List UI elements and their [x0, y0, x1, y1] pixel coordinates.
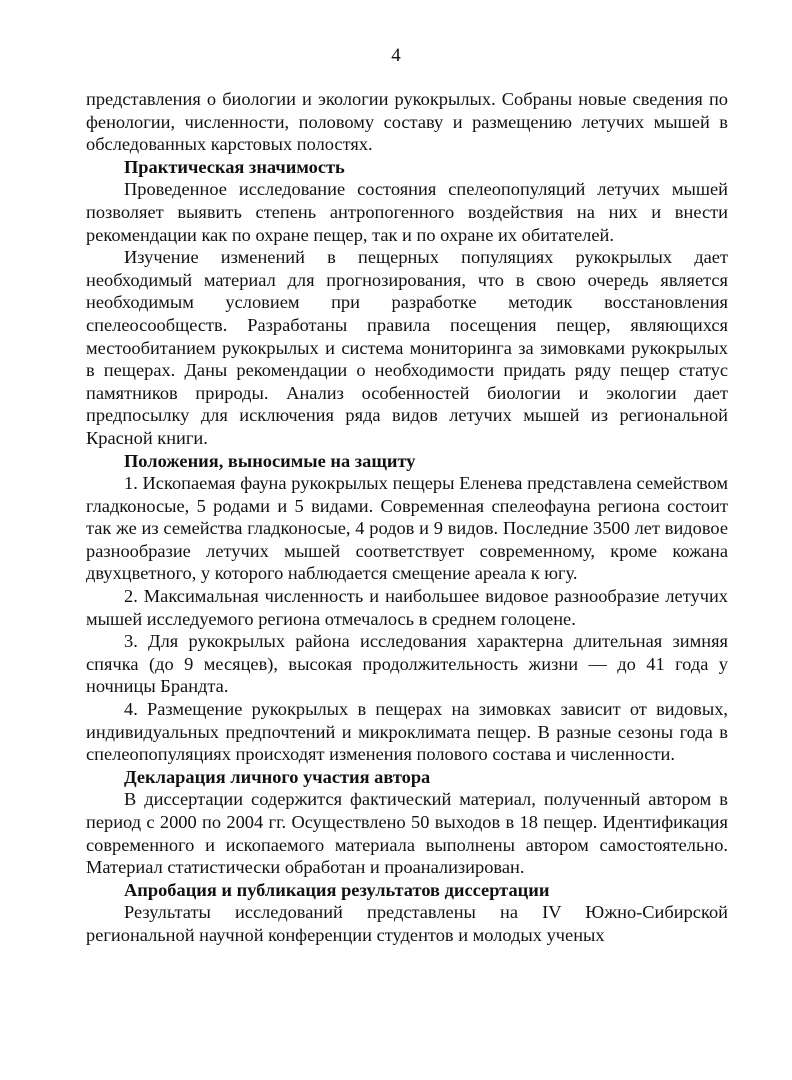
document-body: [86, 88, 728, 947]
thesis-item-2: 2. Максимальная численность и наибольшее видовое разнообразие летучих мышей исследуемого региона отмечалось в среднем голоцене.: [86, 586, 728, 629]
thesis-item-4: 4. Размещение рукокрылых в пещерах на зимовках зависит от видовых, индивидуальных предпочтений и микроклимата пещер. В разные сезоны года в спелеопопуляциях происходят изменения полового состава и численности.: [86, 699, 728, 765]
practical-paragraph-2: Изучение изменений в пещерных популяциях рукокрылых дает необходимый материал для прогнозирования, что в свою очередь является необходимым условием при разработке методик восстановления спелеосообществ. Разработаны правила посещения пещер, являющихся местообитанием рукокрылых и система мониторинга за зимовками рукокрылых в пещерах. Даны рекомендации о необходимости придать ряду пещер статус памятников природы. Анализ особенностей биологии и экологии дает предпосылку для исключения ряда видов летучих мышей из региональной Красной книги.: [86, 247, 728, 448]
thesis-item-1: 1. Ископаемая фауна рукокрылых пещеры Еленева представлена семейством гладконосые, 5 родами и 5 видами. Современная спелеофауна региона состоит так же из семейства гладконосые, 4 родов и 9 видов. Последние 3500 лет видовое разнообразие летучих мышей соответствует современному, кроме кожана двухцветного, у которого наблюдается смещение ареала к югу.: [86, 473, 728, 584]
page-number: 4: [391, 45, 401, 66]
intro-paragraph: представления о биологии и экологии рукокрылых. Собраны новые сведения по фенологии, численности, половому составу и размещению летучих мышей в обследованных карстовых полостях.: [86, 89, 728, 155]
approbation-paragraph: Результаты исследований представлены на IV Южно-Сибирской региональной научной конференции студентов и молодых ученых: [86, 902, 728, 945]
approbation-heading: Апробация и публикация результатов диссертации: [124, 879, 550, 900]
theses-heading: Положения, выносимые на защиту: [124, 450, 416, 471]
declaration-paragraph: В диссертации содержится фактический материал, полученный автором в период с 2000 по 2004 гг. Осуществлено 50 выходов в 18 пещер. Идентификация современного и ископаемого материала выполнены автором самостоятельно. Материал статистически обработан и проанализирован.: [86, 789, 728, 878]
practical-significance-heading: Практическая значимость: [124, 156, 345, 177]
thesis-item-3: 3. Для рукокрылых района исследования характерна длительная зимняя спячка (до 9 месяцев), высокая продолжительность жизни — до 41 года у ночницы Брандта.: [86, 631, 728, 697]
practical-paragraph-1: Проведенное исследование состояния спелеопопуляций летучих мышей позволяет выявить степень антропогенного воздействия на них и внести рекомендации как по охране пещер, так и по охране их обитателей.: [86, 179, 728, 245]
declaration-heading: Декларация личного участия автора: [124, 766, 431, 787]
